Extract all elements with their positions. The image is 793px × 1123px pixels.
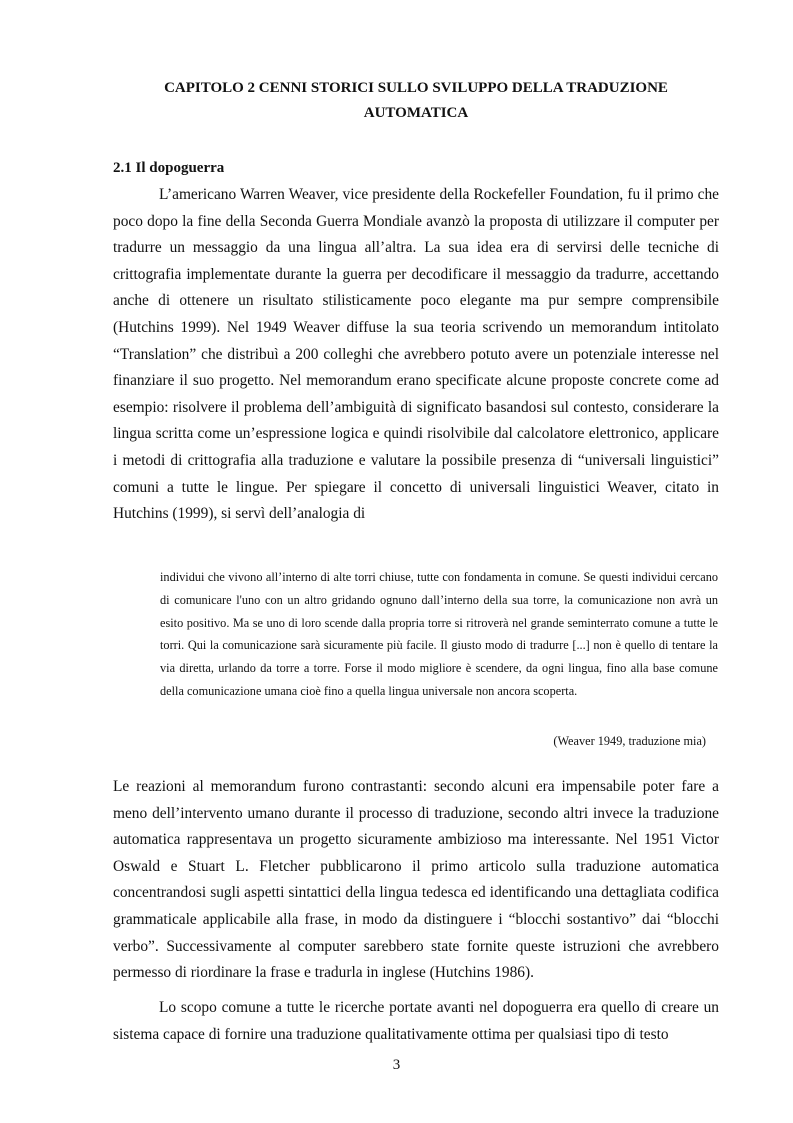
block-quote: individui che vivono all’interno di alte torri chiuse, tutte con fondamenta in comune. Se questi individui cercano di comunicare l'uno con un altro gridando ognuno dall’interno della sua torre, la comunicazione non avrà un esito positivo. Ma se uno di loro scende dalla propria torre si ritroverà nel grande seminterrato comune a tutte le torri. Qui la comunicazione sarà sicuramente più facile. Il giusto modo di tradurre [...] non è quello di tentare la via diretta, urlando da torre a torre. Forse il modo migliore è scendere, da ogni lingua, fino alla base comune della comunicazione umana cioè fino a quella lingua universale non ancora scoperta. xyxy=(160,570,718,698)
paragraph-1 xyxy=(113,182,719,528)
chapter-title-line-2: AUTOMATICA xyxy=(363,105,469,121)
paragraph-3-text: Lo scopo comune a tutte le ricerche portate avanti nel dopoguerra era quello di creare un sistema capace di fornire una traduzione qualitativamente ottima per qualsiasi tipo di testo xyxy=(113,999,719,1043)
paragraph-2: Le reazioni al memorandum furono contrastanti: secondo alcuni era impensabile poter fare a meno dell’intervento umano durante il processo di traduzione, secondo altri invece la traduzione automatica rappresentava un progetto sicuramente ambizioso ma interessante. Nel 1951 Victor Oswald e Stuart L. Fletcher pubblicarono il primo articolo sulla traduzione automatica concentrandosi sugli aspetti sintattici della lingua tedesca ed identificando una dettagliata codifica grammaticale applicabile alla frase, in modo da distinguere i “blocchi sostantivo” dai “blocchi verbo”. Successivamente al computer sarebbero state fornite queste istruzioni che avrebbero permesso di riordinare la frase e tradurla in inglese (Hutchins 1986). xyxy=(113,778,719,982)
paragraph-3 xyxy=(113,995,719,1048)
quote-citation: (Weaver 1949, traduzione mia) xyxy=(553,734,706,748)
paragraph-1-text: L’americano Warren Weaver, vice presidente della Rockefeller Foundation, fu il primo che poco dopo la fine della Seconda Guerra Mondiale avanzò la proposta di utilizzare il computer per tradurre un messaggio da una lingua all’altra. La sua idea era di servirsi delle tecniche di crittografia implementate durante la guerra per decodificare il messaggio da tradurre, accettando anche di ottenere un risultato stilisticamente poco elegante ma pur sempre comprensibile (Hutchins 1999). Nel 1949 Weaver diffuse la sua teoria scrivendo un memorandum intitolato “Translation” che distribuì a 200 colleghi che avrebbero potuto avere un potenziale interesse nel finanziare il suo progetto. Nel memorandum erano specificate alcune proposte concrete come ad esempio: risolvere il problema dell’ambiguità di significato basandosi sul contesto, considerare la lingua scritta come un’espressione logica e quindi risolvibile dal calcolatore elettronico, applicare i metodi di crittografia alla traduzione e valutare la possibile presenza di “universali linguistici” comuni a tutte le lingue. Per spiegare il concetto di universali linguistici Weaver, citato in Hutchins (1999), si servì dell’analogia di xyxy=(113,186,719,523)
chapter-title xyxy=(113,76,719,126)
section-heading: 2.1 Il dopoguerra xyxy=(113,160,225,176)
page-number: 3 xyxy=(392,1057,401,1073)
chapter-title-line-1: CAPITOLO 2 CENNI STORICI SULLO SVILUPPO DELLA TRADUZIONE xyxy=(164,80,668,96)
